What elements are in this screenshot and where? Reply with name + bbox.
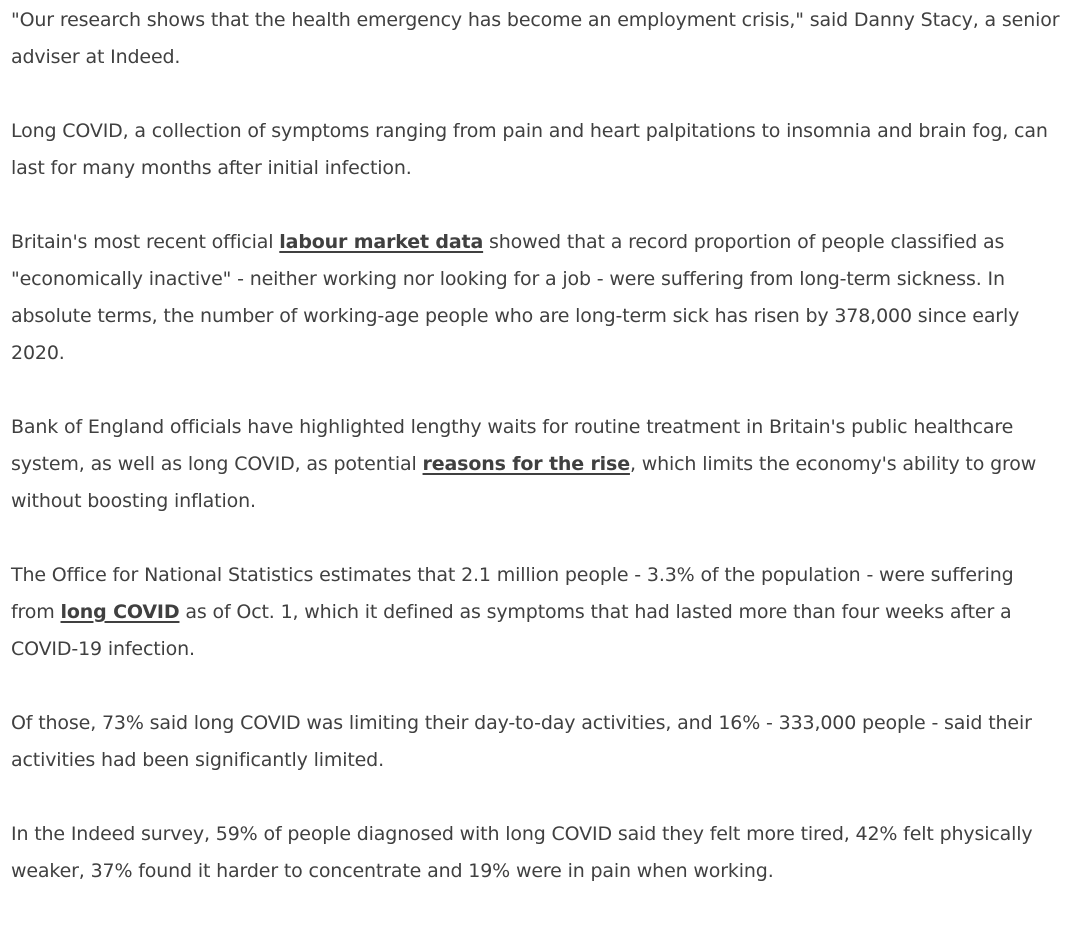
reasons-for-the-rise-link[interactable]: reasons for the rise (422, 453, 630, 475)
paragraph-long-covid-definition: Long COVID, a collection of symptoms ranging from pain and heart palpitations to insomnia and brain fog, can last for many months after initial infection. (11, 120, 1048, 179)
article-body (11, 2, 1061, 927)
paragraph-text: showed that a record proportion of people classified as "economically inactive" - neither working nor looking for a job - were suffering from long-term sickness. In absolute terms, the number of working-age people who are long-term sick has risen by 378,000 since early 2020. (11, 231, 1020, 364)
paragraph-ons-estimate (11, 557, 1061, 668)
paragraph-labour-market (11, 224, 1061, 372)
paragraph-text: , which limits the economy's ability to grow without boosting inflation. (11, 453, 1037, 512)
paragraph-activity-limits: Of those, 73% said long COVID was limiting their day-to-day activities, and 16% - 333,000 people - said their activities had been significantly limited. (11, 712, 1032, 771)
paragraph-bank-of-england (11, 409, 1061, 520)
paragraph-text: The Office for National Statistics estimates that 2.1 million people - 3.3% of the population - were suffering from (11, 564, 1014, 623)
paragraph-text: Britain's most recent official (11, 231, 280, 253)
paragraph-text: as of Oct. 1, which it defined as symptoms that had lasted more than four weeks after a COVID-19 infection. (11, 601, 1012, 660)
paragraph-indeed-survey: In the Indeed survey, 59% of people diagnosed with long COVID said they felt more tired, 42% felt physically weaker, 37% found it harder to concentrate and 19% were in pain when working. (11, 823, 1033, 882)
paragraph-text: Bank of England officials have highlighted lengthy waits for routine treatment in Britain's public healthcare system, as well as long COVID, as potential (11, 416, 1014, 475)
long-covid-link[interactable]: long COVID (60, 601, 180, 623)
paragraph-quote: "Our research shows that the health emergency has become an employment crisis," said Danny Stacy, a senior adviser at Indeed. (11, 9, 1060, 68)
labour-market-data-link[interactable]: labour market data (279, 231, 484, 253)
